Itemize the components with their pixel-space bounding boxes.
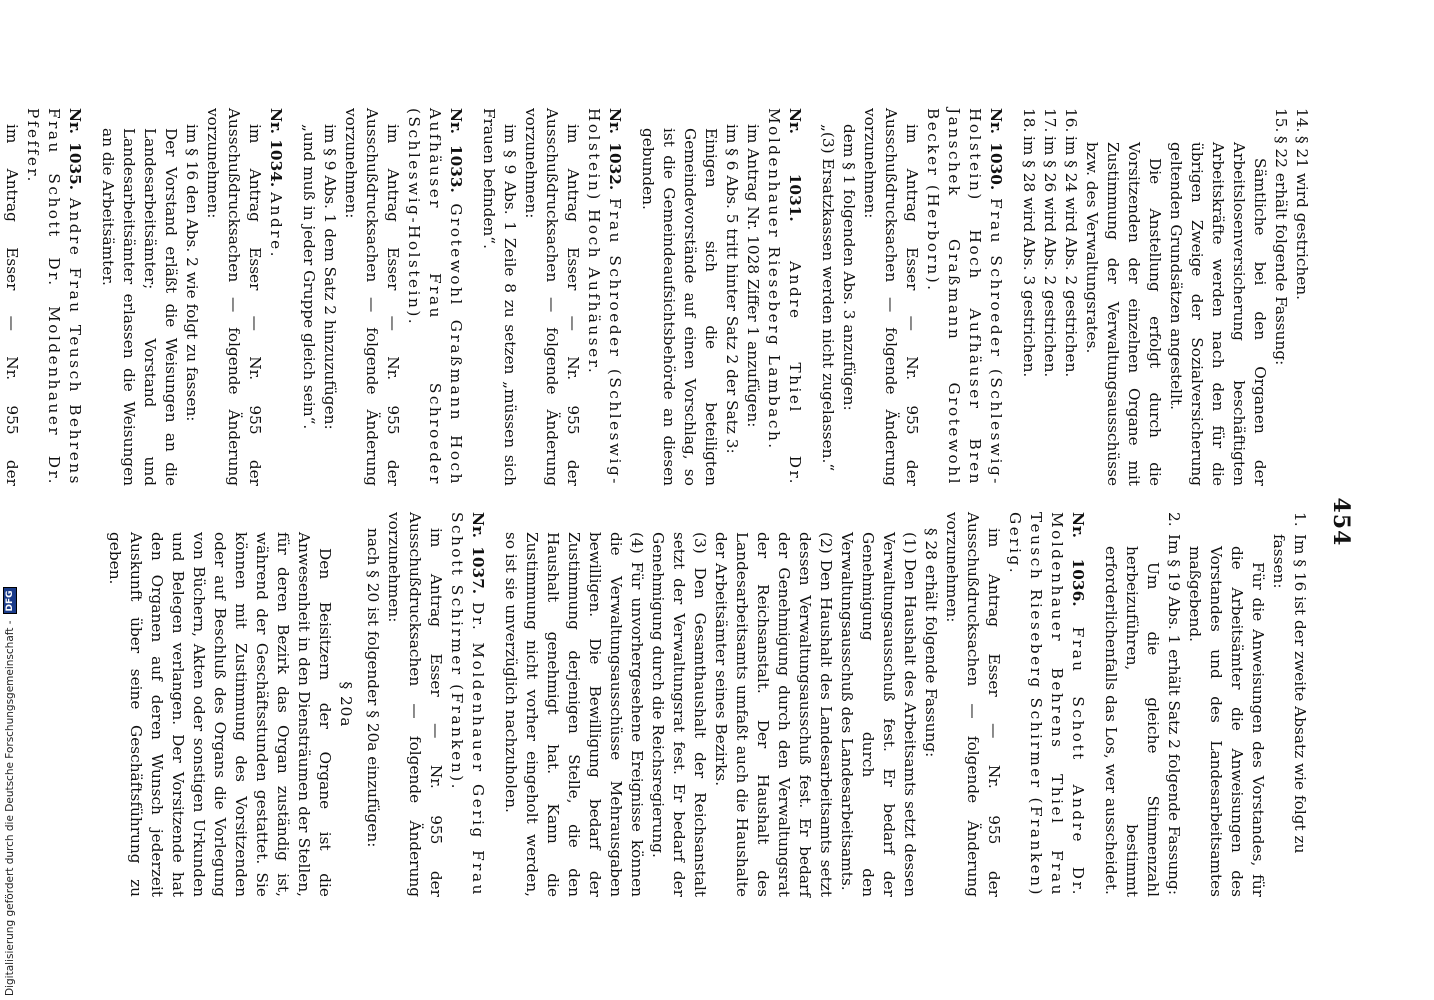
- motion-body-line: im Antrag Esser — Nr. 955 der Ausschußdrucksachen — folgende Änderung vorzunehmen:: [342, 108, 402, 486]
- paragraph: Um die gleiche Stimmenzahl herbeizuführen, bestimmt erforderlichenfalls das Los, wer ausscheidet.: [1102, 546, 1162, 897]
- motion-number: Nr. 1034.: [267, 108, 285, 188]
- digitization-text: Digitalisierung gefördert durch die Deutsche Forschungsgemeinschaft -: [4, 620, 16, 996]
- item-number: 18.: [1020, 108, 1038, 133]
- list-item: [1060, 108, 1081, 486]
- item-text: Im § 19 Abs. 1 erhält Satz 2 folgende Fassung:: [1165, 534, 1183, 895]
- paragraph: Für die Anweisungen des Vorstandes, für die Arbeitsämter die Anweisungen des Vorstandes und des Landesarbeitsamtes maßgebend.: [1186, 546, 1267, 897]
- list-item: [1270, 108, 1291, 486]
- page-number: 454: [1328, 497, 1354, 547]
- item-number: 16.: [1062, 108, 1080, 133]
- motion-signatories: Frau Schroeder (Schleswig-Holstein) Hoch Aufhäuser Bren Janschek Graßmann Grotewohl Becker (Herborn).: [924, 108, 1005, 486]
- motion-header: [922, 108, 1006, 486]
- motion-body-line: im Antrag Esser — Nr. 955 der Ausschußdrucksachen — folgende Änderung vorzunehmen:: [204, 108, 264, 486]
- motion-body-line: im Antrag Esser — Nr. 955 der Ausschußdrucksachen — folgende Änderung vorzunehmen:: [943, 512, 1003, 897]
- motion-signatories: Dr. Moldenhauer Gerig Frau Schott Schirmer (Franken).: [448, 512, 487, 897]
- list-item: [1291, 108, 1312, 486]
- motion-1037: [104, 512, 488, 897]
- motion-body-line: nach § 20 ist folgender § 20a einzufügen:: [364, 528, 382, 848]
- item-number: 17.: [1041, 108, 1059, 133]
- paragraph: Die Anstellung erfolgt durch die Vorsitzenden der einzelnen Organe mit Zustimmung der Verwaltungsausschüsse bzw. des Verwaltungsrates.: [1083, 142, 1164, 486]
- motion-body-line: § 28 erhält folgende Fassung:: [922, 528, 940, 758]
- section-title: § 20a: [337, 681, 355, 728]
- motion-header: [583, 108, 625, 486]
- item-text: im § 28 wird Abs. 3 gestrichen.: [1020, 136, 1038, 378]
- motion-body-line: Einigen sich die beteiligten Gemeindevorstände auf einen Vorschlag, so ist die Gemeindeaufsichtsbehörde an diesen gebunden.: [639, 128, 720, 486]
- motion-body-line: im Antrag Esser — Nr. 955 der: [3, 124, 21, 486]
- motion-body-line: im Antrag Esser — Nr. 955 der Ausschußdrucksachen — folgende Änderung vorzunehmen:: [522, 108, 582, 486]
- motion-body-line: im § 9 Abs. 1 Zeile 8 zu setzen „müssen sich Frauen befinden“.: [480, 108, 519, 486]
- motion: [637, 108, 805, 486]
- motion-number: Nr. 1032.: [606, 108, 624, 191]
- item-number: 2.: [1165, 512, 1183, 527]
- motion-signatories: Grotewohl Graßmann Hoch Aufhäuser Frau Schroeder (Schleswig-Holstein).: [405, 108, 465, 486]
- motion-body-line: (3) Den Gesamthaushalt der Reichsanstalt setzt der Verwaltungsrat fest. Er bedarf der Genehmigung durch die Reichsregierung.: [649, 532, 709, 897]
- motion-body-line: (2) Den Haushalt des Landesarbeitsamts setzt dessen Verwaltungsausschuß fest. Er bedarf der Genehmigung durch den Verwaltungsrat der Reichsanstalt. Der Haushalt des Landesarbeitsamts umfaßt auch die Haushalte der Arbeitsämter seines Bezirks.: [712, 532, 835, 897]
- motion-number: Nr. 1036.: [1069, 512, 1087, 607]
- motion: [478, 108, 625, 486]
- item-text: im § 24 wird Abs. 2 gestrichen.: [1062, 136, 1080, 378]
- right-column: [104, 512, 1310, 897]
- motion: [97, 108, 286, 486]
- item-number: 1.: [1291, 512, 1309, 527]
- item-text: § 21 wird gestrichen.: [1293, 136, 1311, 301]
- list-item: [1268, 512, 1310, 897]
- motion-header: [446, 512, 488, 897]
- motion-signatories: Frau Schroeder (Schleswig-Holstein) Hoch Aufhäuser.: [585, 108, 624, 486]
- list-item: [1039, 108, 1060, 486]
- list-item: [1163, 512, 1184, 897]
- motion-signatories: Andre Thiel Dr. Moldenhauer Rieseberg Lambach.: [765, 108, 804, 486]
- motion-header: [22, 108, 85, 486]
- motion-body-line: dem § 1 folgenden Abs. 3 anzufügen:: [840, 124, 858, 411]
- motion-number: Nr. 1030.: [987, 108, 1005, 191]
- motion-number: Nr. 1035.: [66, 108, 84, 191]
- motion-number: Nr. 1033.: [447, 108, 465, 193]
- motion-signatories: Andre.: [267, 192, 285, 259]
- motion-header: [763, 108, 805, 486]
- motion-body-line: „und muß in jeder Gruppe gleich sein“.: [300, 124, 318, 430]
- item-number: 14.: [1293, 108, 1311, 133]
- motion-body-line: Der Vorstand erläßt die Weisungen an die Landesarbeitsämter; Vorstand und Landesarbeitsämter erlassen die Weisungen an die Arbeitsämter.: [99, 128, 180, 486]
- motion-signatories: Andre Frau Teusch Behrens Frau Schott Dr. Moldenhauer Dr. Pfeffer.: [24, 108, 84, 486]
- item-text: Im § 16 ist der zweite Absatz wie folgt zu fassen:: [1270, 534, 1309, 854]
- motion: [298, 108, 466, 486]
- section-text: Den Beisitzern der Organe ist die Anwesenheit in den Diensträumen der Stellen, für deren Bezirk das Organ zuständig ist, während der Geschäftsstunden gestattet. Sie können mit Zustimmung des Vorsitzenden oder auf Beschluß des Organs die Vorlegung von Büchern, Akten oder sonstigen Urkunden und Belegen verlangen. Der Vorsitzende hat den Organen auf deren Wunsch jederzeit Auskunft über seine Geschäftsführung zu geben.: [106, 532, 334, 897]
- motion: [817, 108, 1006, 486]
- item-text: im § 26 wird Abs. 2 gestrichen.: [1041, 136, 1059, 378]
- motion-number: Nr. 1037.: [469, 512, 487, 595]
- motion-signatories: Frau Schott Andre Dr. Moldenhauer Behrens Thiel Frau Teusch Rieseberg Schirmer (Franken) Gerig.: [1006, 512, 1087, 897]
- item-text: § 22 erhält folgende Fassung:: [1272, 136, 1290, 366]
- motion-body-line: im Antrag Esser — Nr. 955 der Ausschußdrucksachen — folgende Änderung vorzunehmen:: [861, 108, 921, 486]
- item-number: 15.: [1272, 108, 1290, 133]
- digitization-credit: [2, 416, 18, 996]
- motion-header: [1004, 512, 1088, 897]
- motion-header: [265, 108, 286, 486]
- motion-number: Nr. 1031.: [786, 108, 804, 222]
- list-item: [1018, 108, 1039, 486]
- motion-body-line: im Antrag Nr. 1028 Ziffer 1 anzufügen:: [744, 124, 762, 428]
- left-column: [0, 108, 1312, 486]
- motion-body-line: (1) Den Haushalt des Arbeitsamts setzt dessen Verwaltungsausschuß fest. Er bedarf der Genehmigung durch den Verwaltungsausschuß des Landesarbeitsamts.: [838, 532, 919, 897]
- motion-header: [403, 108, 466, 486]
- motion-list: [0, 108, 1006, 486]
- motion-body-line: im § 16 den Abs. 2 wie folgt zu fassen:: [183, 124, 201, 422]
- motion-1036: [500, 512, 1088, 897]
- dfg-logo: DFG: [3, 587, 17, 614]
- motion-body-line: (4) Für unvorhergesehene Ereignisse können die Verwaltungsausschüsse Mehrausgaben bewilligen. Die Bewilligung bedarf der Zustimmung derjenigen Stelle, die den Haushalt genehmigt hat. Kann die Zustimmung nicht vorher eingeholt werden, so ist sie unverzüglich nachzuholen.: [502, 532, 646, 897]
- motion-body-line: im § 6 Abs. 5 tritt hinter Satz 2 der Satz 3:: [723, 124, 741, 454]
- motion-body-line: „(3) Ersatzkassen werden nicht zugelassen.“: [819, 124, 837, 472]
- paragraph: Sämtliche bei den Organen der Arbeitslosenversicherung beschäftigten Arbeitskräfte werden nach den für die übrigen Zweige der Sozialversicherung geltenden Grundsätzen angestellt.: [1167, 142, 1269, 486]
- motion-body-line: im § 9 Abs. 1 dem Satz 2 hinzuzufügen:: [321, 124, 339, 430]
- motion-body-line: im Antrag Esser — Nr. 955 der Ausschußdrucksachen — folgende Änderung vorzunehmen:: [385, 512, 445, 897]
